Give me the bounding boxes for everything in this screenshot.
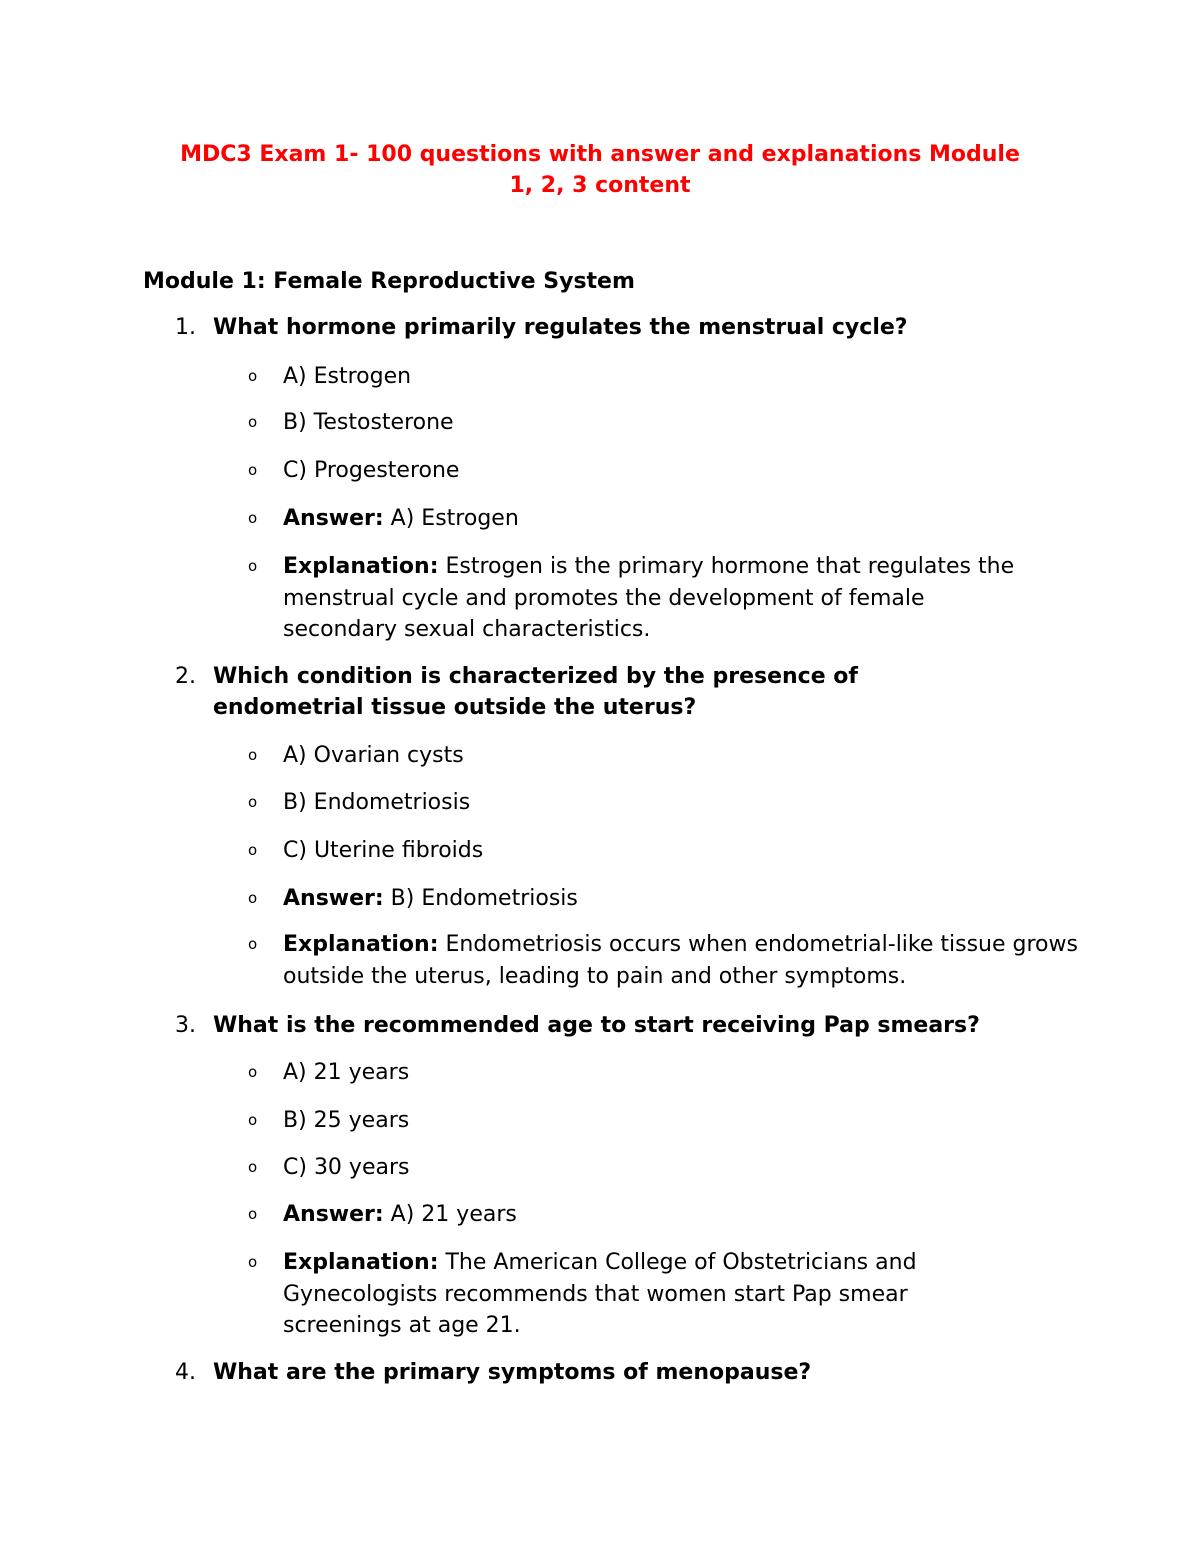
bullet-icon: o <box>248 889 258 907</box>
answer-value: A) 21 years <box>383 1202 517 1227</box>
bullet-icon: o <box>248 1063 258 1081</box>
bullet-icon: o <box>248 367 258 385</box>
option-text: A) Estrogen <box>283 364 412 389</box>
explanation-label: Explanation: <box>283 1250 439 1275</box>
answer-label: Answer: <box>283 1202 384 1227</box>
bullet-icon: o <box>248 509 258 527</box>
bullet-icon: o <box>248 793 258 811</box>
answer-text <box>283 883 1073 915</box>
bullet-icon: o <box>248 1158 258 1176</box>
question-text: Which condition is characterized by the presence of endometrial tissue outside the uterus? <box>213 664 858 720</box>
document-title-line-1: MDC3 Exam 1- 100 questions with answer and explanations Module <box>180 142 1020 167</box>
bullet-icon: o <box>248 1205 258 1223</box>
bullet-icon: o <box>248 746 258 764</box>
explanation-label: Explanation: <box>283 932 439 957</box>
bullet-icon: o <box>248 557 258 575</box>
question-number: 2. <box>175 664 196 689</box>
explanation-value: The American College of Obstetricians and Gynecologists recommends that women start Pap smear screenings at age 21. <box>283 1250 917 1338</box>
option-text: B) 25 years <box>283 1108 410 1133</box>
question-text: What hormone primarily regulates the menstrual cycle? <box>213 315 908 340</box>
explanation-text <box>283 551 1028 646</box>
question-text: What are the primary symptoms of menopause? <box>213 1360 812 1385</box>
option-text: A) Ovarian cysts <box>283 743 464 768</box>
bullet-icon: o <box>248 935 258 953</box>
bullet-icon: o <box>248 1111 258 1129</box>
question-number: 1. <box>175 315 196 340</box>
bullet-icon: o <box>248 413 258 431</box>
explanation-value: Endometriosis occurs when endometrial-like tissue grows outside the uterus, leading to pain and other symptoms. <box>283 932 1078 989</box>
answer-label: Answer: <box>283 886 384 911</box>
explanation-value: Estrogen is the primary hormone that regulates the menstrual cycle and promotes the development of female secondary sexual characteristics. <box>283 554 1015 642</box>
question-number: 4. <box>175 1360 196 1385</box>
explanation-text <box>283 929 1083 992</box>
bullet-icon: o <box>248 461 258 479</box>
bullet-icon: o <box>248 841 258 859</box>
option-text: B) Endometriosis <box>283 790 471 815</box>
question-number: 3. <box>175 1013 196 1038</box>
module-heading: Module 1: Female Reproductive System <box>143 269 635 294</box>
document-title-line-2: 1, 2, 3 content <box>509 173 691 198</box>
answer-text <box>283 503 1073 535</box>
option-text: C) Progesterone <box>283 458 460 483</box>
answer-value: B) Endometriosis <box>383 886 578 911</box>
explanation-label: Explanation: <box>283 554 439 579</box>
document-title <box>140 139 1060 201</box>
question-text: What is the recommended age to start receiving Pap smears? <box>213 1013 980 1038</box>
answer-label: Answer: <box>283 506 384 531</box>
explanation-text <box>283 1247 983 1342</box>
answer-text <box>283 1199 1073 1231</box>
answer-value: A) Estrogen <box>383 506 519 531</box>
option-text: B) Testosterone <box>283 410 454 435</box>
option-text: A) 21 years <box>283 1060 410 1085</box>
bullet-icon: o <box>248 1253 258 1271</box>
option-text: C) 30 years <box>283 1155 410 1180</box>
option-text: C) Uterine fibroids <box>283 838 484 863</box>
